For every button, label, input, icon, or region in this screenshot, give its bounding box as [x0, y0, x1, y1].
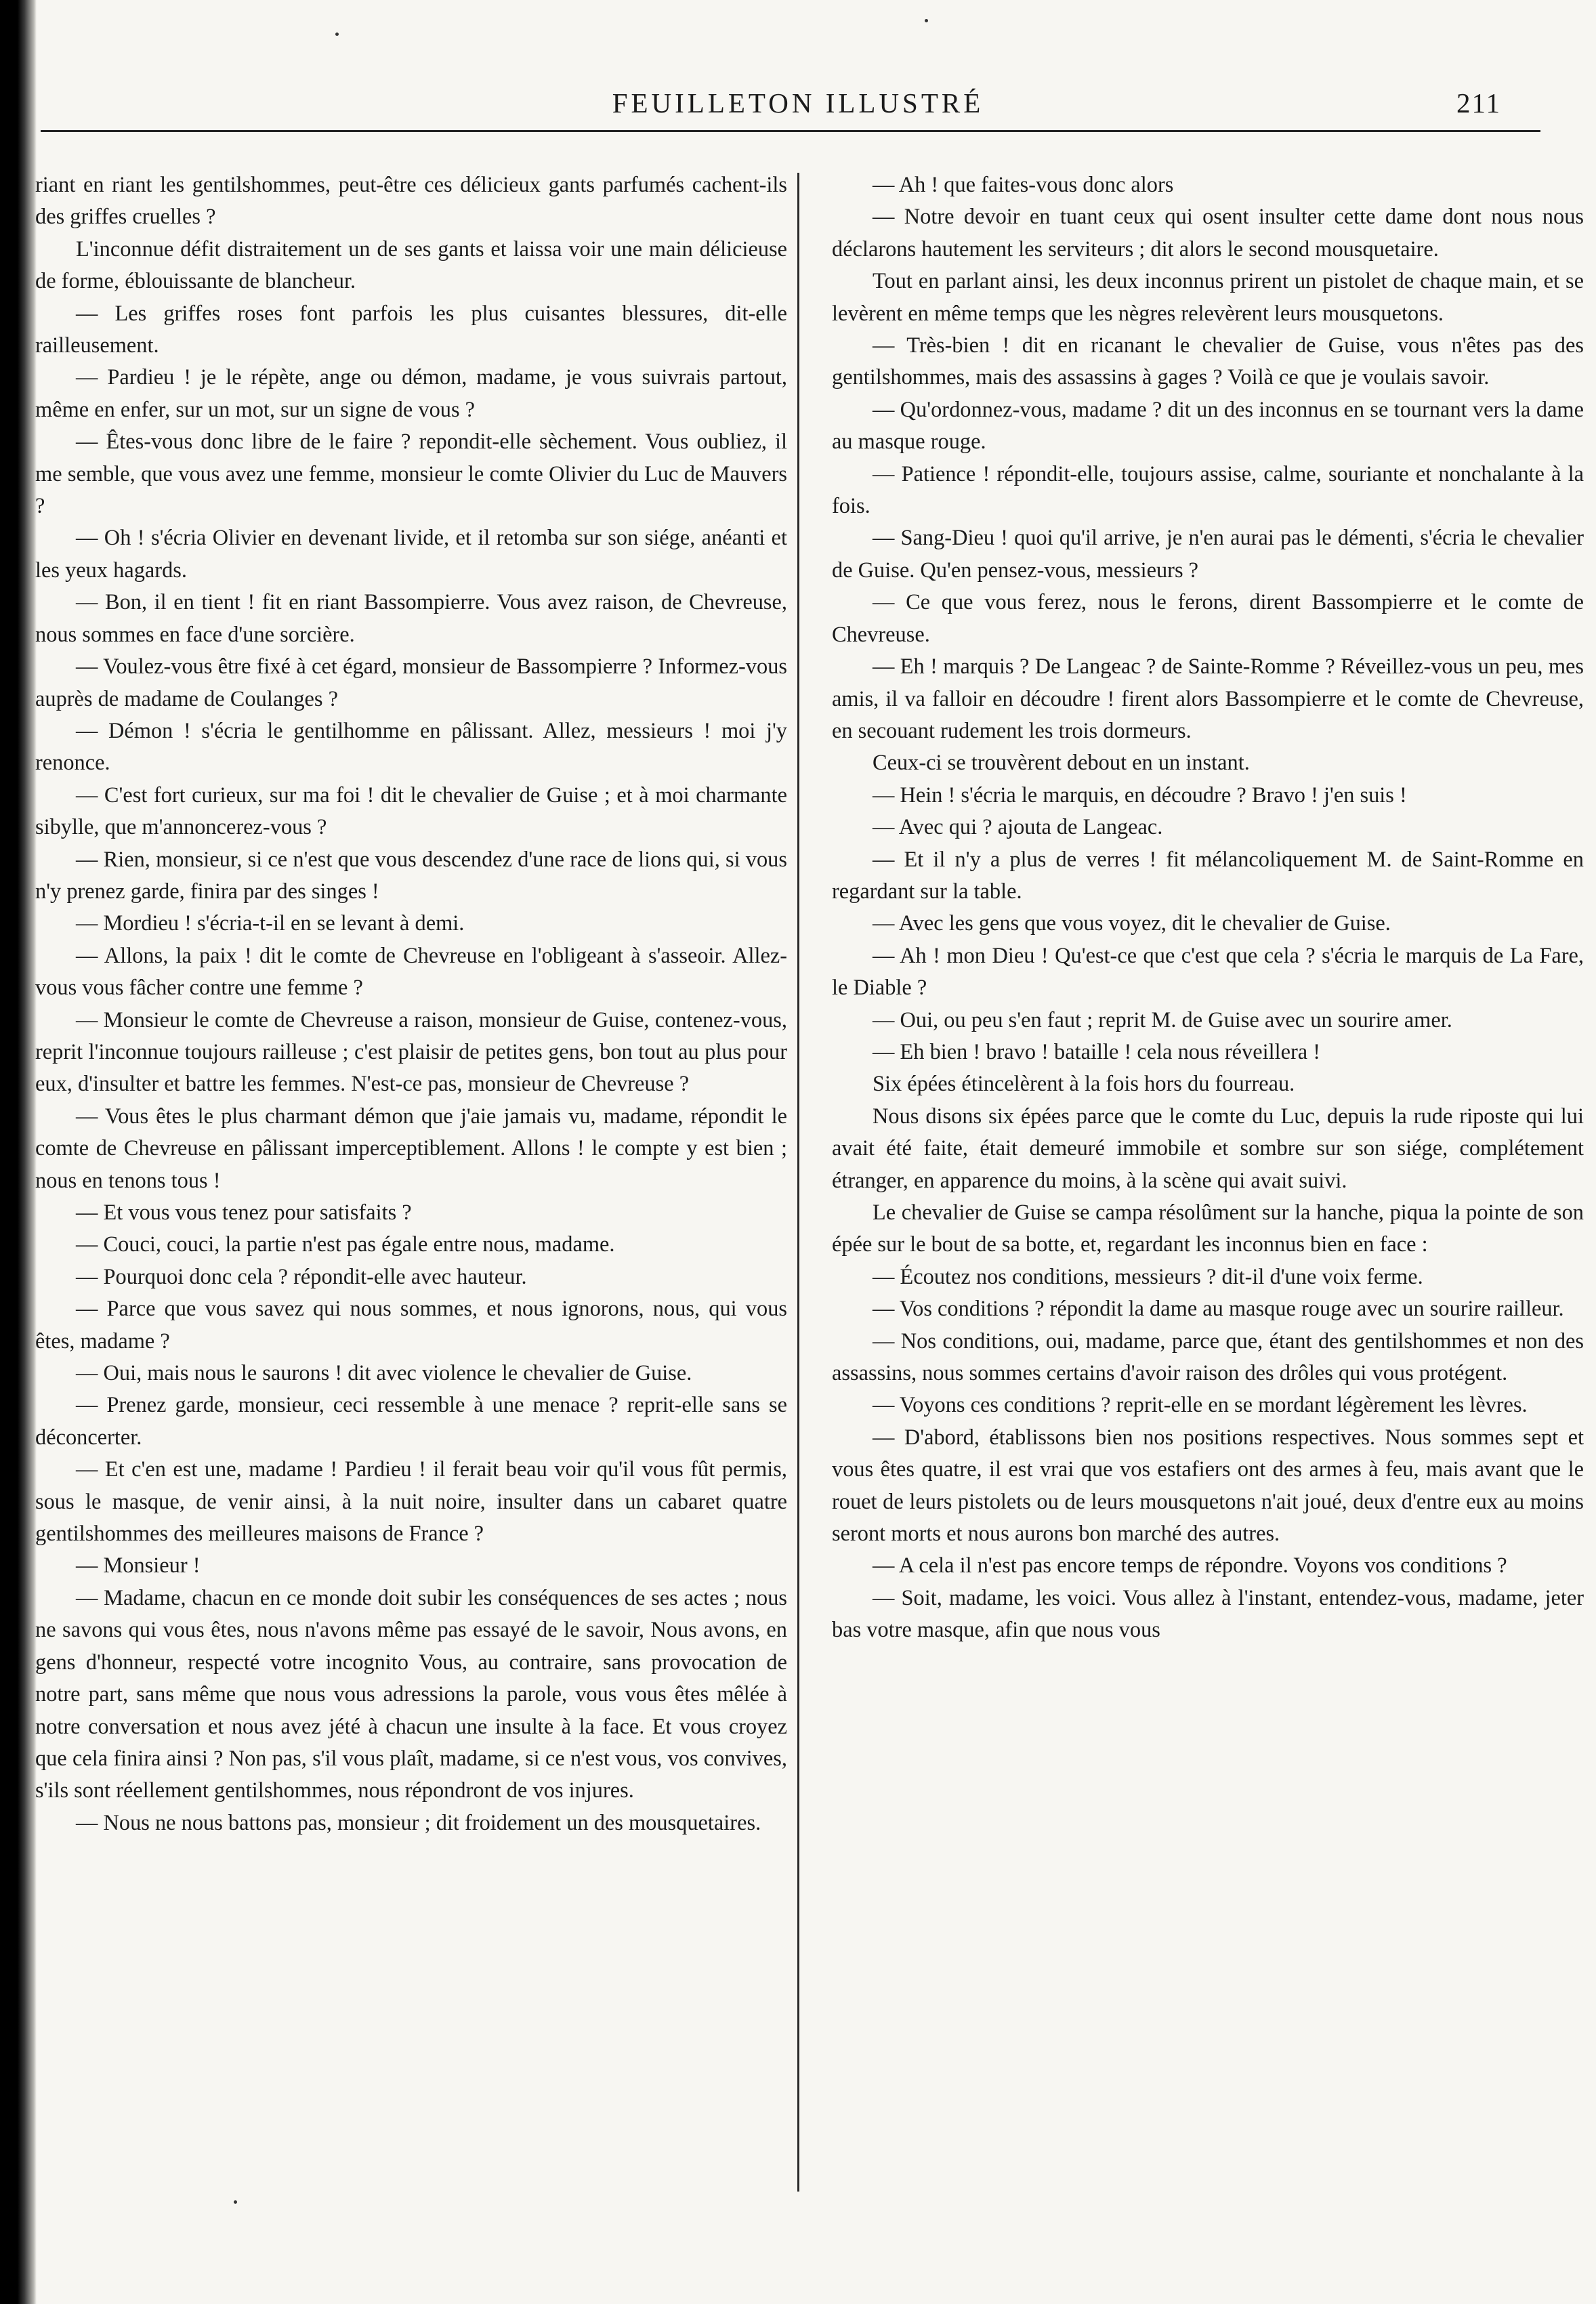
paragraph: — Eh bien ! bravo ! bataille ! cela nous réveillera !	[873, 1039, 1321, 1064]
paragraph: — Ce que vous ferez, nous le ferons, dirent Bassompierre et le comte de Chevreuse.	[832, 590, 1584, 647]
paragraph: — Pardieu ! je le répète, ange ou démon, madame, je vous suivrais partout, même en enfer, sur un mot, sur un signe de vous ?	[35, 365, 787, 422]
paragraph: — Oui, ou peu s'en faut ; reprit M. de Guise avec un sourire amer.	[873, 1007, 1452, 1032]
paragraph: — Oh ! s'écria Olivier en devenant livide, et il retomba sur son siége, anéanti et les yeux hagards.	[35, 526, 787, 583]
book-binding-edge	[0, 0, 37, 2304]
paragraph: — Ah ! que faites-vous donc alors	[873, 173, 1174, 197]
paragraph: — Et il n'y a plus de verres ! fit mélancoliquement M. de Saint-Romme en regardant sur la table.	[832, 847, 1584, 904]
paragraph: — Patience ! répondit-elle, toujours assise, calme, souriante et nonchalante à la fois.	[832, 461, 1584, 519]
page-number: 211	[1456, 87, 1501, 119]
paragraph: — Sang-Dieu ! quoi qu'il arrive, je n'en aurai pas le démenti, s'écria le chevalier de Guise. Qu'en pensez-vous, messieurs ?	[832, 526, 1584, 583]
paragraph: — Couci, couci, la partie n'est pas égale entre nous, madame.	[76, 1232, 615, 1257]
paragraph: — Nos conditions, oui, madame, parce que, étant des gentilshommes et non des assassins, nous sommes certains d'avoir raison des drôles qui vous protégent.	[832, 1328, 1584, 1386]
paragraph: — Monsieur le comte de Chevreuse a raison, monsieur de Guise, contenez-vous, reprit l'inconnue toujours railleuse ; c'est plaisir de petites gens, bon tout au plus pour eux, d'insulter et battre les femmes. N'est-ce pas, monsieur de Chevreuse ?	[35, 1007, 787, 1097]
paragraph: — Notre devoir en tuant ceux qui osent insulter cette dame dont nous nous déclarons hautement les serviteurs ; dit alors le second mousquetaire.	[832, 205, 1584, 261]
print-speck	[234, 2200, 237, 2204]
print-speck	[925, 19, 928, 22]
header-rule	[41, 130, 1540, 132]
print-speck	[335, 33, 339, 36]
paragraph: — Les griffes roses font parfois les plus cuisantes blessures, dit-elle railleusement.	[35, 301, 787, 358]
paragraph: L'inconnue défit distraitement un de ses gants et laissa voir une main délicieuse de forme, éblouissante de blancheur.	[35, 236, 787, 294]
paragraph: — Très-bien ! dit en ricanant le chevalier de Guise, vous n'êtes pas des gentilshommes, mais des assassins à gages ? Voilà ce que je voulais savoir.	[832, 333, 1584, 390]
paragraph: Ceux-ci se trouvèrent debout en un instant.	[873, 751, 1250, 776]
paragraph: — Hein ! s'écria le marquis, en découdre ? Bravo ! j'en suis !	[873, 782, 1407, 808]
column-divider	[797, 173, 799, 2192]
paragraph: — Bon, il en tient ! fit en riant Bassompierre. Vous avez raison, de Chevreuse, nous sommes en face d'une sorcière.	[35, 590, 787, 647]
paragraph: — Voyons ces conditions ? reprit-elle en se mordant légèrement les lèvres.	[873, 1393, 1528, 1418]
paragraph: — Mordieu ! s'écria-t-il en se levant à demi.	[76, 911, 465, 936]
paragraph: — Madame, chacun en ce monde doit subir les conséquences de ses actes ; nous ne savons qui vous êtes, nous n'avons même pas essayé de le savoir, Nous avons, en gens d'honneur, respecté votre incognito Vous, au contraire, sans provocation de notre part, sans même que nous vous adressions la parole, vous vous êtes mêlée à notre conversation et nous avez jété à chacun une insulte à la face. Et vous croyez que cela finira ainsi ? Non pas, s'il vous plaît, madame, si ce n'est vous, vos convives, s'ils sont réellement gentilshommes, nous répondront de vos injures.	[35, 1585, 787, 1803]
paragraph: — Voulez-vous être fixé à cet égard, monsieur de Bassompierre ? Informez-vous auprès de madame de Coulanges ?	[35, 654, 787, 711]
running-header-title: FEUILLETON ILLUSTRÉ	[612, 87, 984, 119]
paragraph: — Rien, monsieur, si ce n'est que vous descendez d'une race de lions qui, si vous n'y prenez garde, finira par des singes !	[35, 847, 787, 904]
paragraph: — Oui, mais nous le saurons ! dit avec violence le chevalier de Guise.	[76, 1361, 692, 1386]
paragraph: — C'est fort curieux, sur ma foi ! dit le chevalier de Guise ; et à moi charmante sibylle, que m'annoncerez-vous ?	[35, 782, 787, 840]
paragraph: Tout en parlant ainsi, les deux inconnus prirent un pistolet de chaque main, et se levèrent en même temps que les nègres relevèrent leurs mousquetons.	[832, 269, 1584, 326]
paragraph: — Ah ! mon Dieu ! Qu'est-ce que c'est que cela ? s'écria le marquis de La Fare, le Diable ?	[832, 943, 1584, 1001]
paragraph: Six épées étincelèrent à la fois hors du fourreau.	[873, 1072, 1295, 1097]
paragraph: Le chevalier de Guise se campa résolûment sur la hanche, piqua la pointe de son épée sur le bout de sa botte, et, regardant les inconnus bien en face :	[832, 1200, 1584, 1257]
paragraph: — Avec les gens que vous voyez, dit le chevalier de Guise.	[873, 911, 1391, 936]
paragraph: — Êtes-vous donc libre de le faire ? repondit-elle sèchement. Vous oubliez, il me semble, que vous avez une femme, monsieur le comte Olivier du Luc de Mauvers ?	[35, 430, 787, 519]
paragraph: — Prenez garde, monsieur, ceci ressemble à une menace ? reprit-elle sans se déconcerter.	[35, 1393, 787, 1450]
paragraph: — Soit, madame, les voici. Vous allez à l'instant, entendez-vous, madame, jeter bas votre masque, afin que nous vous	[832, 1585, 1584, 1643]
paragraph: Nous disons six épées parce que le comte du Luc, depuis la rude riposte qui lui avait été faite, était demeuré immobile et sombre sur son siége, complétement étranger, en apparence du moins, à la scène qui avait suivi.	[832, 1104, 1584, 1193]
paragraph: — Et vous vous tenez pour satisfaits ?	[76, 1200, 412, 1225]
paragraph: — Qu'ordonnez-vous, madame ? dit un des inconnus en se tournant vers la dame au masque rouge.	[832, 397, 1584, 455]
paragraph: — A cela il n'est pas encore temps de répondre. Voyons vos conditions ?	[873, 1553, 1507, 1578]
paragraph: — Écoutez nos conditions, messieurs ? dit-il d'une voix ferme.	[873, 1264, 1423, 1289]
text-column-left	[35, 169, 787, 1839]
paragraph: — Eh ! marquis ? De Langeac ? de Sainte-Romme ? Réveillez-vous un peu, mes amis, il va falloir en découdre ! firent alors Bassompierre et le comte de Chevreuse, en secouant rudement les trois dormeurs.	[832, 654, 1584, 743]
paragraph: riant en riant les gentilshommes, peut-être ces délicieux gants parfumés cachent-ils des griffes cruelles ?	[35, 173, 787, 230]
paragraph: — Allons, la paix ! dit le comte de Chevreuse en l'obligeant à s'asseoir. Allez-vous vous fâcher contre une femme ?	[35, 943, 787, 1001]
paragraph: — Vous êtes le plus charmant démon que j'aie jamais vu, madame, répondit le comte de Chevreuse en pâlissant imperceptiblement. Allons ! le compte y est bien ; nous en tenons tous !	[35, 1104, 787, 1193]
paragraph: — Avec qui ? ajouta de Langeac.	[873, 815, 1163, 840]
paragraph: — Parce que vous savez qui nous sommes, et nous ignorons, nous, qui vous êtes, madame ?	[35, 1297, 787, 1354]
paragraph: — Monsieur !	[76, 1553, 201, 1578]
paragraph: — Pourquoi donc cela ? répondit-elle avec hauteur.	[76, 1264, 527, 1289]
paragraph: — Démon ! s'écria le gentilhomme en pâlissant. Allez, messieurs ! moi j'y renonce.	[35, 718, 787, 776]
paragraph: — Et c'en est une, madame ! Pardieu ! il ferait beau voir qu'il vous fût permis, sous le masque, de venir ainsi, à la nuit noire, insulter dans un cabaret quatre gentilshommes des meilleures maisons de France ?	[35, 1457, 787, 1547]
text-column-right	[832, 169, 1584, 1647]
paragraph: — Nous ne nous battons pas, monsieur ; dit froidement un des mousquetaires.	[76, 1810, 761, 1835]
paragraph: — Vos conditions ? répondit la dame au masque rouge avec un sourire railleur.	[873, 1297, 1564, 1322]
paragraph: — D'abord, établissons bien nos positions respectives. Nous sommes sept et vous êtes quatre, il est vrai que vos estafiers ont des armes à feu, mais avant que le rouet de leurs pistolets ou de leurs mousquetons n'ait joué, deux d'entre eux au moins seront morts et nous aurons bon marché des autres.	[832, 1425, 1584, 1547]
